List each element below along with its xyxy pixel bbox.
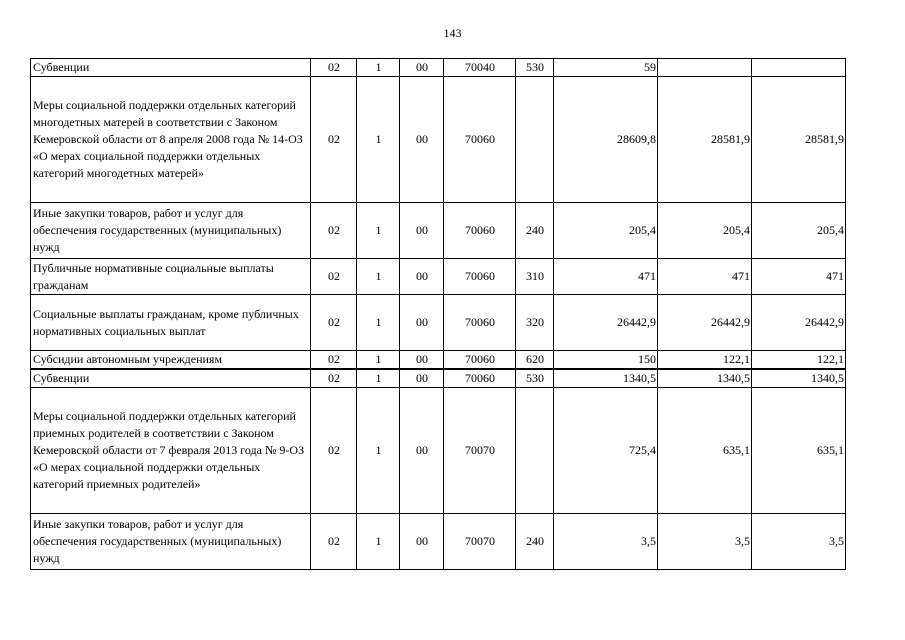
program-code: 1 <box>357 388 400 514</box>
program-code: 1 <box>357 351 400 370</box>
section-code: 02 <box>311 514 357 570</box>
subprogram-code: 00 <box>400 203 444 259</box>
subprogram-code: 00 <box>400 369 444 388</box>
program-code: 1 <box>357 514 400 570</box>
subprogram-code: 00 <box>400 77 444 203</box>
expense-type-code: 530 <box>516 369 554 388</box>
target-code: 70070 <box>444 388 516 514</box>
section-code: 02 <box>311 388 357 514</box>
target-code: 70060 <box>444 369 516 388</box>
amount-year-1: 150 <box>554 351 658 370</box>
amount-year-2: 122,1 <box>658 351 752 370</box>
table-row <box>31 295 846 351</box>
target-code: 70060 <box>444 203 516 259</box>
expense-type-code: 620 <box>516 351 554 370</box>
row-name: Социальные выплаты гражданам, кроме публичных нормативных социальных выплат <box>31 295 311 351</box>
section-code: 02 <box>311 351 357 370</box>
amount-year-1: 3,5 <box>554 514 658 570</box>
subprogram-code: 00 <box>400 259 444 295</box>
row-name: Иные закупки товаров, работ и услуг для обеспечения государственных (муниципальных) нужд <box>31 514 311 570</box>
amount-year-2: 205,4 <box>658 203 752 259</box>
row-name: Иные закупки товаров, работ и услуг для обеспечения государственных (муниципальных) нужд <box>31 203 311 259</box>
program-code: 1 <box>357 259 400 295</box>
table-row <box>31 388 846 514</box>
row-name: Субвенции <box>31 59 311 77</box>
program-code: 1 <box>357 77 400 203</box>
table-row <box>31 59 846 77</box>
expense-type-code: 530 <box>516 59 554 77</box>
program-code: 1 <box>357 203 400 259</box>
amount-year-1: 725,4 <box>554 388 658 514</box>
amount-year-3: 205,4 <box>752 203 846 259</box>
section-code: 02 <box>311 295 357 351</box>
amount-year-2: 1340,5 <box>658 369 752 388</box>
table-row <box>31 77 846 203</box>
table-row <box>31 351 846 370</box>
amount-year-1: 26442,9 <box>554 295 658 351</box>
target-code: 70060 <box>444 77 516 203</box>
amount-year-3: 3,5 <box>752 514 846 570</box>
amount-year-1: 471 <box>554 259 658 295</box>
amount-year-3: 635,1 <box>752 388 846 514</box>
target-code: 70060 <box>444 259 516 295</box>
subprogram-code: 00 <box>400 351 444 370</box>
section-code: 02 <box>311 369 357 388</box>
amount-year-2: 635,1 <box>658 388 752 514</box>
section-code: 02 <box>311 59 357 77</box>
expense-type-code: 240 <box>516 203 554 259</box>
row-name: Субвенции <box>31 369 311 388</box>
amount-year-1: 1340,5 <box>554 369 658 388</box>
expense-type-code: 240 <box>516 514 554 570</box>
amount-year-2: 26442,9 <box>658 295 752 351</box>
expense-type-code: 310 <box>516 259 554 295</box>
amount-year-3: 26442,9 <box>752 295 846 351</box>
program-code: 1 <box>357 369 400 388</box>
table-row <box>31 203 846 259</box>
row-name: Субсидии автономным учреждениям <box>31 351 311 370</box>
row-name: Меры социальной поддержки отдельных категорий приемных родителей в соответствии с Законом Кемеровской области от 7 февраля 2013 года № 9-ОЗ «О мерах социальной поддержки отдельных категорий приемных родителей» <box>31 388 311 514</box>
section-code: 02 <box>311 203 357 259</box>
target-code: 70060 <box>444 295 516 351</box>
amount-year-2: 3,5 <box>658 514 752 570</box>
amount-year-3: 471 <box>752 259 846 295</box>
row-name: Публичные нормативные социальные выплаты гражданам <box>31 259 311 295</box>
section-code: 02 <box>311 77 357 203</box>
amount-year-2: 28581,9 <box>658 77 752 203</box>
amount-year-3: 1340,5 <box>752 369 846 388</box>
program-code: 1 <box>357 59 400 77</box>
subprogram-code: 00 <box>400 295 444 351</box>
amount-year-3 <box>752 59 846 77</box>
amount-year-1: 28609,8 <box>554 77 658 203</box>
budget-table <box>30 58 846 570</box>
row-name: Меры социальной поддержки отдельных категорий многодетных матерей в соответствии с Законом Кемеровской области от 8 апреля 2008 года № 14-ОЗ «О мерах социальной поддержки отдельных категорий многодетных матерей» <box>31 77 311 203</box>
amount-year-3: 122,1 <box>752 351 846 370</box>
subprogram-code: 00 <box>400 514 444 570</box>
amount-year-2 <box>658 59 752 77</box>
amount-year-1: 59 <box>554 59 658 77</box>
table-row <box>31 369 846 388</box>
amount-year-1: 205,4 <box>554 203 658 259</box>
expense-type-code: 320 <box>516 295 554 351</box>
amount-year-2: 471 <box>658 259 752 295</box>
section-code: 02 <box>311 259 357 295</box>
target-code: 70040 <box>444 59 516 77</box>
target-code: 70060 <box>444 351 516 370</box>
program-code: 1 <box>357 295 400 351</box>
page-number: 143 <box>443 26 462 40</box>
expense-type-code <box>516 77 554 203</box>
table-row <box>31 259 846 295</box>
target-code: 70070 <box>444 514 516 570</box>
amount-year-3: 28581,9 <box>752 77 846 203</box>
subprogram-code: 00 <box>400 59 444 77</box>
table-row <box>31 514 846 570</box>
expense-type-code <box>516 388 554 514</box>
subprogram-code: 00 <box>400 388 444 514</box>
